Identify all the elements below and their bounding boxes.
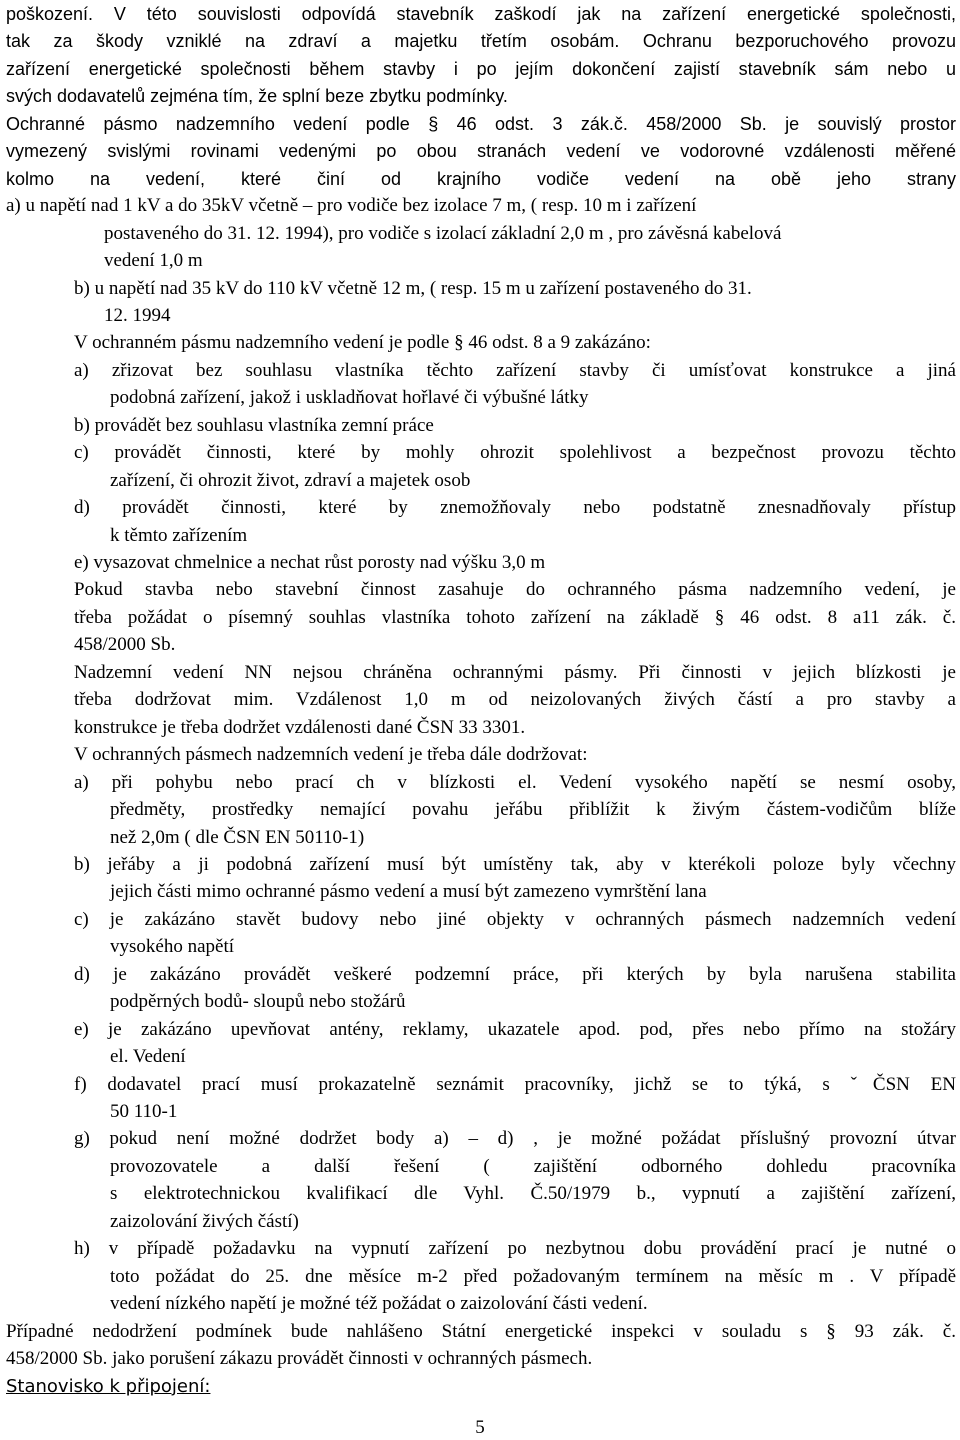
text-line: b) u napětí nad 35 kV do 110 kV včetně 12 m, ( resp. 15 m u zařízení postaveného do 31. [74,277,752,299]
text-line: 458/2000 Sb. [74,634,176,656]
text-line: toto požádat do 25. dne měsíce m-2 před požadovaným termínem na měsíc m . V případě [110,1265,956,1287]
page-number: 5 [475,1417,485,1438]
text-line: f) dodavatel prací musí prokazatelně seznámit pracovníky, jichž se to týká, s ˇČSN EN [74,1073,956,1095]
text-line: tak za škody vzniklé na zdraví a majetku třetím osobám. Ochranu bezporuchového provozu [6,31,956,52]
text-line: b) provádět bez souhlasu vlastníka zemní práce [74,414,434,436]
text-line: jejich části mimo ochranné pásmo vedení a musí být zamezeno vymrštění lana [110,881,707,903]
text-line: Nadzemní vedení NN nejsou chráněna ochrannými pásmy. Při činnosti v jejich blízkosti je [74,661,956,683]
text-line: c) provádět činnosti, které by mohly ohrozit spolehlivost a bezpečnost provozu těchto [74,442,956,464]
text-line: Pokud stavba nebo stavební činnost zasahuje do ochranného pásma nadzemního vedení, je [74,579,956,601]
text-line: b) jeřáby a ji podobná zařízení musí být umístěny tak, aby v kterékoli poloze byly včechny [74,853,956,875]
text-line: c) je zakázáno stavět budovy nebo jiné objekty v ochranných pásmech nadzemních vedení [74,908,956,930]
text-line: 12. 1994 [104,304,171,326]
text-line: 458/2000 Sb. jako porušení zákazu provádět činnosti v ochranných pásmech. [6,1348,593,1370]
text-line: V ochranných pásmech nadzemních vedení je třeba dále dodržovat: [74,744,588,766]
text-line: Ochranné pásmo nadzemního vedení podle § 46 odst. 3 zák.č. 458/2000 Sb. je souvislý prostor [6,113,956,134]
text-line: třeba požádat o písemný souhlas vlastníka tohoto zařízení na základě § 46 odst. 8 a11 zák. č. [74,606,956,628]
text-line: kolmo na vedení, které činí od krajního vodiče vedení na obě jeho strany [6,168,956,189]
text-line: Případné nedodržení podmínek bude nahlášeno Státní energetické inspekci v souladu s § 93 zák. č. [6,1320,956,1342]
text-line: vedení 1,0 m [104,250,203,272]
text-line: e) je zakázáno upevňovat antény, reklamy, ukazatele apod. pod, přes nebo přímo na stožáry [74,1018,956,1040]
text-line: poškození. V této souvislosti odpovídá stavebník zaškodí jak na zařízení energetické společnosti, [6,4,956,24]
text-line: d) provádět činnosti, které by znemožňovaly nebo podstatně znesnadňovaly přístup [74,497,956,519]
text-line: podpěrných bodů- sloupů nebo stožárů [110,991,406,1013]
text-line: a) při pohybu nebo prací ch v blízkosti el. Vedení vysokého napětí se nesmí osoby, [74,771,956,793]
text-line: e) vysazovat chmelnice a nechat růst porosty nad výšku 3,0 m [74,552,546,573]
text-line: postaveného do 31. 12. 1994), pro vodiče s izolací základní 2,0 m , pro závěsná kabelová [104,222,782,244]
text-line: vedení nízkého napětí je možné též požádat o zaizolování části vedení. [110,1293,648,1315]
text-line: podobná zařízení, jakož i uskladňovat hořlavé či výbušné látky [110,387,589,409]
text-line: zařízení, či ohrozit život, zdraví a majetek osob [110,469,471,491]
text-line: V ochranném pásmu nadzemního vedení je podle § 46 odst. 8 a 9 zakázáno: [74,332,651,354]
text-line: g) pokud není možné dodržet body a) – d) , je možné požádat příslušný provozní útvar [74,1128,956,1150]
text-line: a) zřizovat bez souhlasu vlastníka těchto zařízení stavby či umísťovat konstrukce a jiná [74,359,956,381]
text-line: než 2,0m ( dle ČSN EN 50110-1) [110,826,365,848]
text-line: k těmto zařízením [110,524,248,546]
section-heading: Stanovisko k připojení: [6,1375,211,1397]
text-line: 50 110-1 [110,1101,178,1122]
text-line: svých dodavatelů zejména tím, že splní beze zbytku podmínky. [6,86,508,107]
text-line: zařízení energetické společnosti během stavby i po jejím dokončení zajistí stavebník sám nebo u [6,58,956,79]
text-line: h) v případě požadavku na vypnutí zařízení po nezbytnou dobu provádění prací je nutné o [74,1238,956,1260]
text-line: třeba dodržovat mim. Vzdálenost 1,0 m od neizolovaných živých částí a pro stavby a [74,689,956,711]
text-line: provozovatele a další řešení ( zajištění odborného dohledu pracovníka [110,1155,956,1177]
text-line: d) je zakázáno provádět veškeré podzemní práce, při kterých by byla narušena stabilita [74,963,956,985]
text-line: vymezený svislými rovinami vedenými po obou stranách vedení ve vodorovné vzdálenosti měřené [6,141,956,162]
text-line: vysokého napětí [110,936,235,958]
text-line: s elektrotechnickou kvalifikací dle Vyhl. Č.50/1979 b., vypnutí a zajištění zařízení, [110,1183,956,1205]
text-line: el. Vedení [110,1046,186,1068]
text-line: konstrukce je třeba dodržet vzdálenosti dané ČSN 33 3301. [74,716,526,738]
text-line: zaizolování živých částí) [110,1210,299,1232]
text-line: a) u napětí nad 1 kV a do 35kV včetně – pro vodiče bez izolace 7 m, ( resp. 10 m i zařízení [6,195,697,217]
text-line: předměty, prostředky nemající povahu jeřábu přiblížit k živým částem-vodičům blíže [110,799,956,821]
